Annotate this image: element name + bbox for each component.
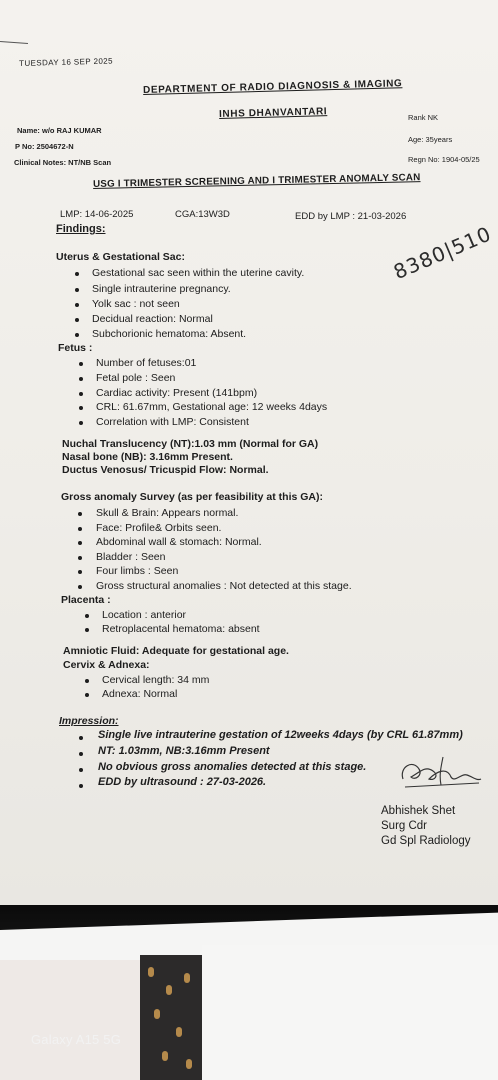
bullet	[85, 628, 89, 632]
patient-pno: P No: 2504672-N	[15, 142, 74, 151]
bullet	[78, 570, 82, 574]
nuchal-translucency: Nuchal Translucency (NT):1.03 mm (Normal for GA)	[62, 438, 319, 450]
fetus-heading: Fetus :	[58, 342, 93, 354]
bullet	[75, 318, 79, 322]
bullet	[85, 679, 89, 683]
hospital-name: INHS DHANVANTARI	[218, 106, 328, 120]
placenta-item: Location : anterior	[102, 609, 187, 621]
hand-region	[0, 960, 160, 1080]
bullet	[85, 614, 89, 618]
impression-item: Single live intrauterine gestation of 12weeks 4days (by CRL 61.87mm)	[98, 729, 463, 741]
bullet	[79, 736, 83, 740]
impression-item: No obvious gross anomalies detected at this stage.	[98, 761, 367, 773]
clinical-notes: Clinical Notes: NT/NB Scan	[14, 158, 112, 167]
placenta-item: Retroplacental hematoma: absent	[102, 623, 260, 635]
department-title: DEPARTMENT OF RADIO DIAGNOSIS & IMAGING	[142, 78, 403, 96]
patient-name: Name: w/o RAJ KUMAR	[17, 126, 102, 135]
cervix-item: Adnexa: Normal	[102, 688, 178, 700]
signatory-name: Abhishek Shet	[381, 805, 456, 817]
registration-number: Regn No: 1904-05/25	[408, 155, 480, 164]
bullet	[79, 392, 83, 396]
signatory-rank: Surg Cdr	[381, 820, 428, 832]
bullet	[79, 362, 83, 366]
signature-scribble	[395, 753, 485, 793]
patient-age: Age: 35years	[408, 135, 453, 144]
impression-heading: Impression:	[59, 715, 119, 727]
bullet	[79, 752, 83, 756]
anomaly-item: Bladder : Seen	[96, 551, 166, 563]
bullet	[78, 541, 82, 545]
anomaly-item: Gross structural anomalies : Not detected at this stage.	[96, 580, 352, 592]
paper-mark	[0, 41, 28, 44]
bullet	[78, 512, 82, 516]
bullet	[78, 585, 82, 589]
report-title: USG I TRIMESTER SCREENING AND I TRIMESTER ANOMALY SCAN	[92, 172, 421, 190]
fabric-region	[140, 955, 202, 1080]
fetus-item: Fetal pole : Seen	[96, 372, 176, 384]
handwritten-number: 8380|510	[390, 221, 495, 285]
bullet	[79, 421, 83, 425]
bullet	[75, 272, 79, 276]
ductus-venosus: Ductus Venosus/ Tricuspid Flow: Normal.	[62, 464, 269, 476]
amniotic-fluid: Amniotic Fluid: Adequate for gestational age.	[63, 645, 289, 657]
anomaly-item: Four limbs : Seen	[96, 565, 179, 577]
fetus-item: Number of fetuses:01	[96, 357, 197, 369]
bullet	[79, 784, 83, 788]
uterus-item: Gestational sac seen within the uterine cavity.	[92, 267, 305, 279]
fetus-item: CRL: 61.67mm, Gestational age: 12 weeks 4days	[96, 401, 328, 413]
bullet	[79, 406, 83, 410]
bullet	[79, 377, 83, 381]
uterus-item: Subchorionic hematoma: Absent.	[92, 328, 247, 340]
bullet	[78, 527, 82, 531]
bullet	[85, 693, 89, 697]
bullet	[75, 303, 79, 307]
uterus-item: Yolk sac : not seen	[92, 298, 180, 310]
uterus-item: Decidual reaction: Normal	[92, 313, 213, 325]
bullet	[78, 556, 82, 560]
patient-rank: Rank NK	[408, 113, 439, 122]
impression-item: NT: 1.03mm, NB:3.16mm Present	[98, 745, 270, 757]
bullet	[75, 288, 79, 292]
fetus-item: Cardiac activity: Present (141bpm)	[96, 387, 258, 399]
nasal-bone: Nasal bone (NB): 3.16mm Present.	[62, 451, 233, 463]
anomaly-heading: Gross anomaly Survey (as per feasibility at this GA):	[61, 491, 324, 503]
cga-value: CGA:13W3D	[175, 209, 230, 220]
background-sheet	[202, 945, 498, 1080]
anomaly-item: Abdominal wall & stomach: Normal.	[96, 536, 262, 548]
signatory-designation: Gd Spl Radiology	[381, 835, 471, 847]
findings-label: Findings:	[56, 223, 106, 235]
cervix-heading: Cervix & Adnexa:	[63, 659, 150, 671]
impression-item: EDD by ultrasound : 27-03-2026.	[98, 776, 267, 788]
anomaly-item: Face: Profile& Orbits seen.	[96, 522, 222, 534]
bullet	[75, 333, 79, 337]
lmp-date: LMP: 14-06-2025	[60, 209, 134, 220]
fetus-item: Correlation with LMP: Consistent	[96, 416, 249, 428]
report-date: TUESDAY 16 SEP 2025	[18, 56, 114, 68]
device-watermark: Galaxy A15 5G	[31, 1032, 122, 1047]
uterus-item: Single intrauterine pregnancy.	[92, 283, 231, 295]
cervix-item: Cervical length: 34 mm	[102, 674, 210, 686]
bullet	[79, 768, 83, 772]
placenta-heading: Placenta :	[61, 594, 111, 606]
anomaly-item: Skull & Brain: Appears normal.	[96, 507, 239, 519]
edd-by-lmp: EDD by LMP : 21-03-2026	[295, 211, 407, 222]
uterus-heading: Uterus & Gestational Sac:	[56, 251, 185, 263]
